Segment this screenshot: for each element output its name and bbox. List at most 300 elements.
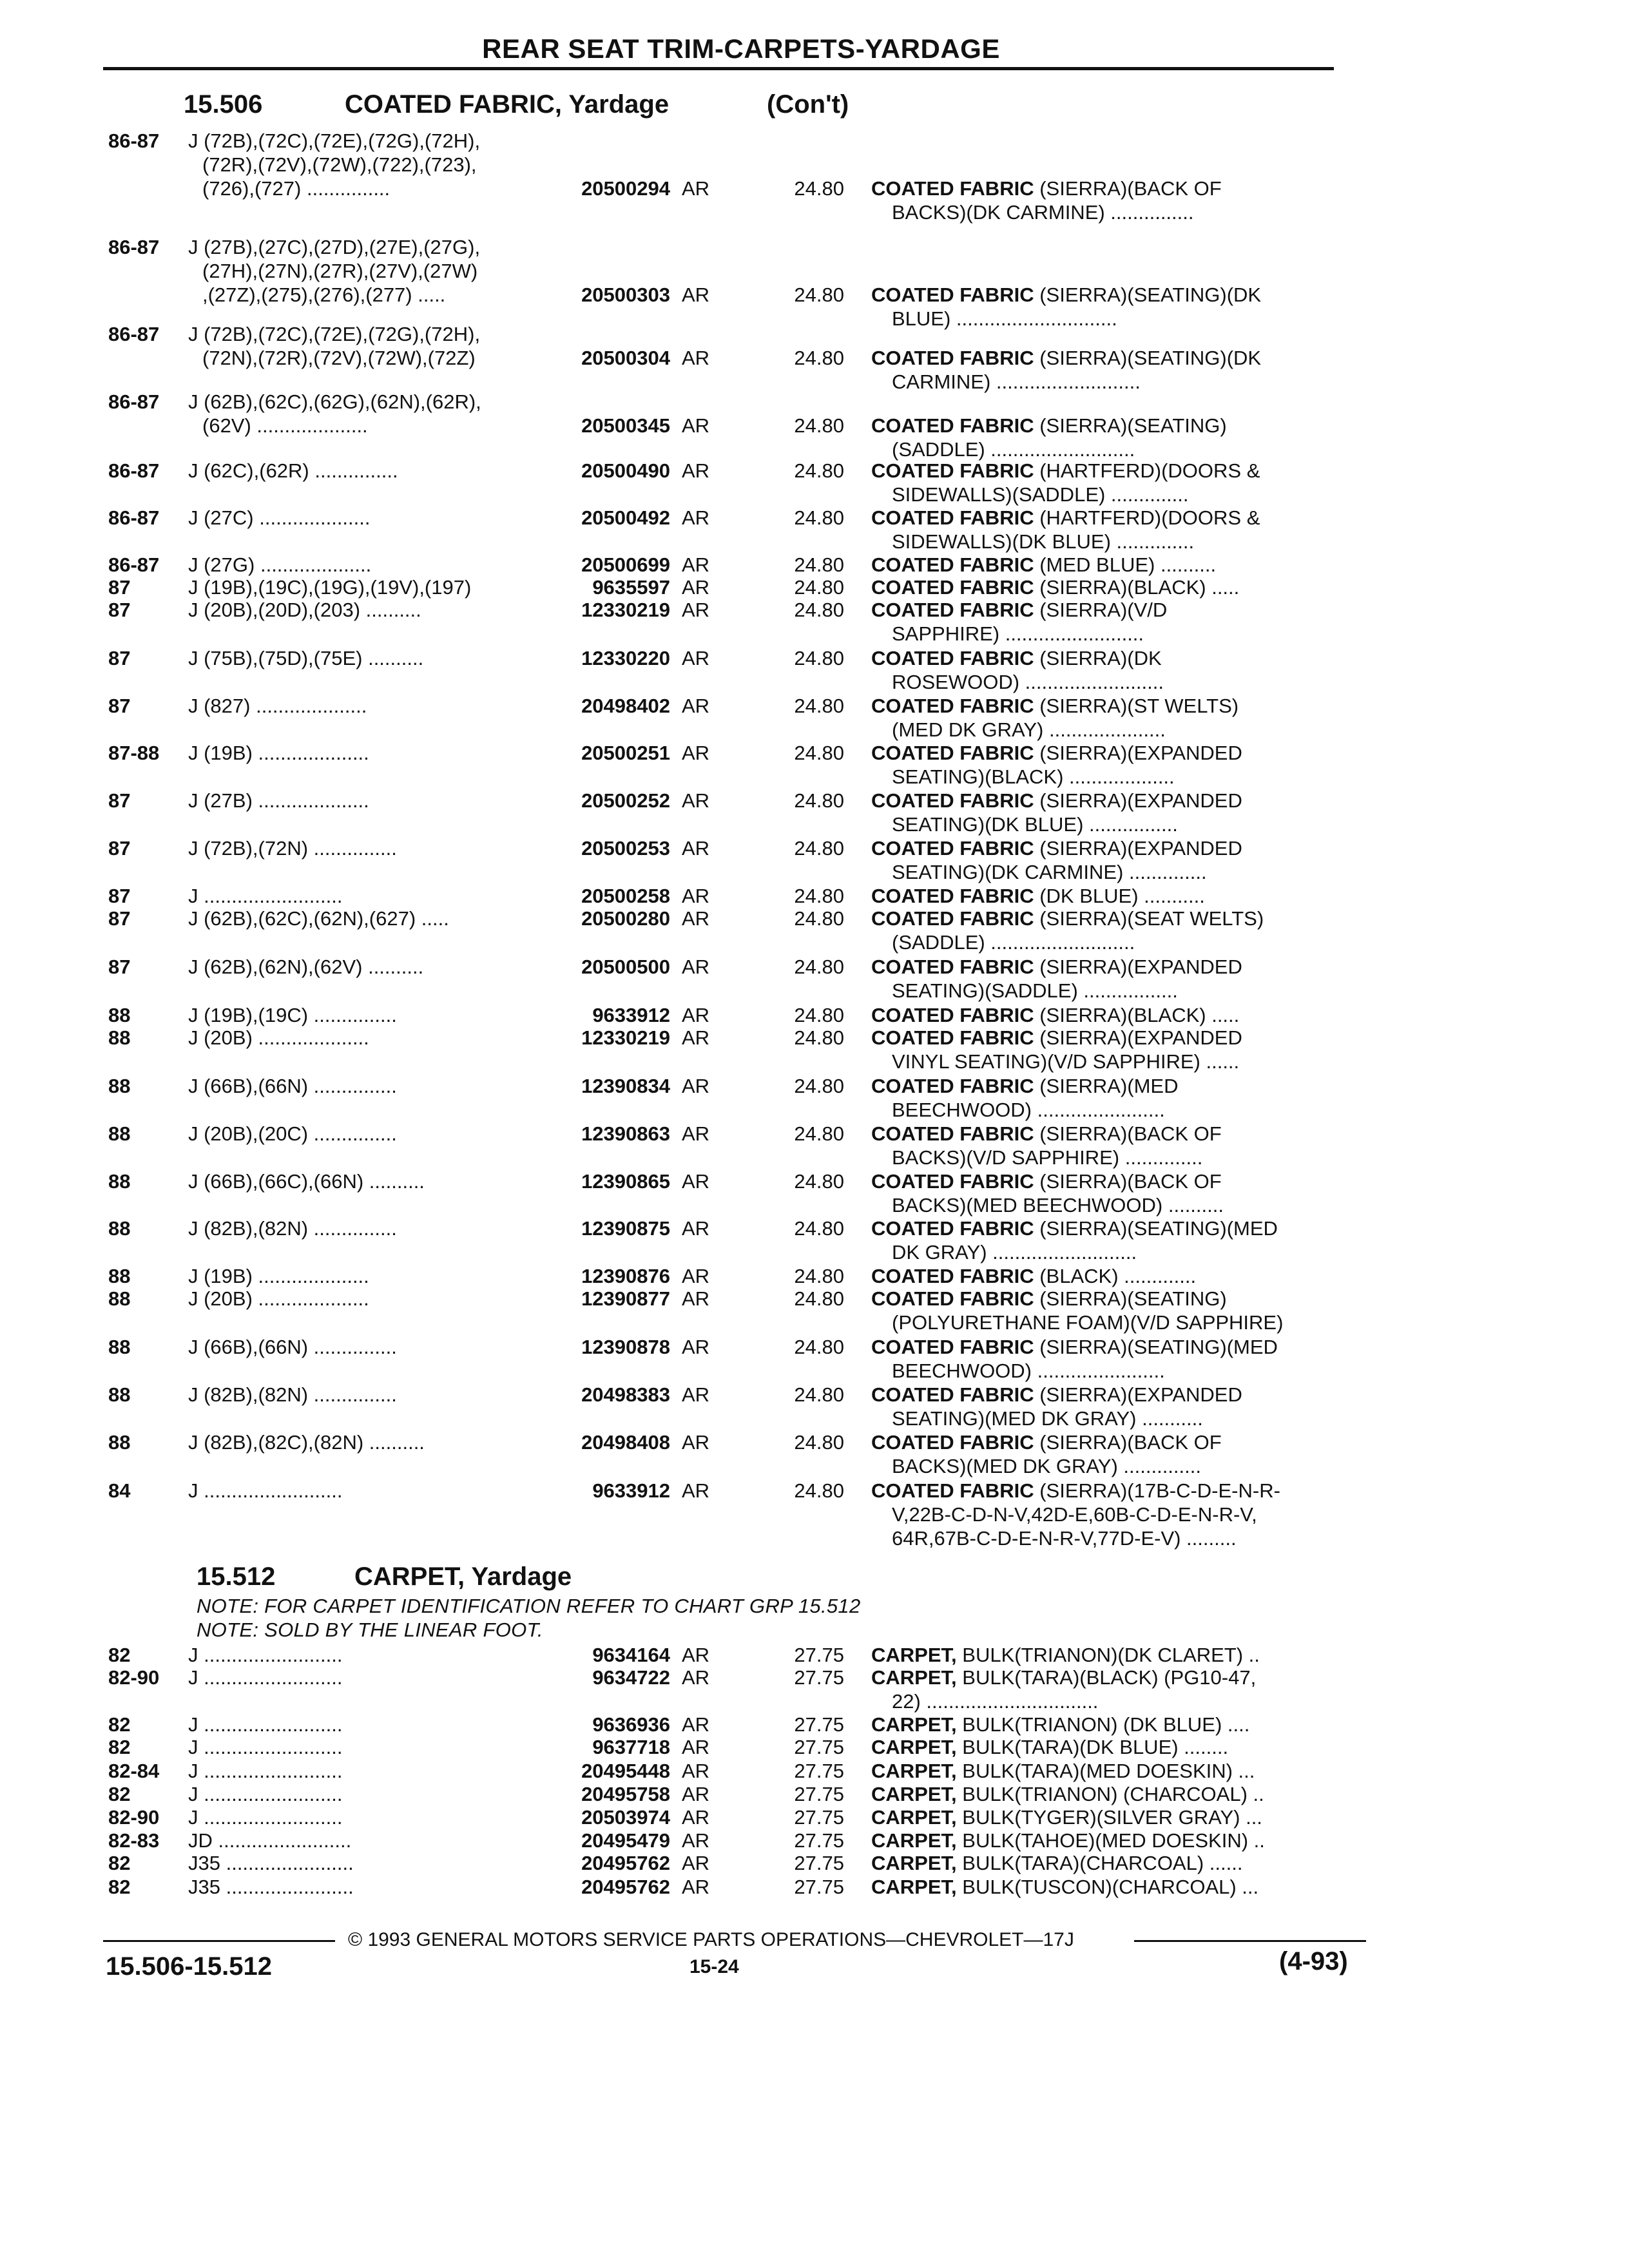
model-code-line: J (19B),(19C),(19G),(19V),(197) <box>188 576 472 599</box>
part-number: 12390876 <box>581 1265 670 1287</box>
description-line <box>871 1851 1348 1875</box>
model-year: 88 <box>108 1383 131 1406</box>
description-line <box>871 483 1348 506</box>
description-line <box>871 907 1348 930</box>
model-codes <box>188 1383 397 1407</box>
description-text: (SIERRA)(17B-C-D-E-N-R- <box>1039 1479 1280 1502</box>
parts-row <box>0 1074 1629 1122</box>
description-name: COATED FABRIC <box>871 647 1034 669</box>
unit-price: 24.80 <box>794 1431 844 1454</box>
description-text: SEATING)(MED DK GRAY) ........... <box>892 1407 1203 1430</box>
part-description <box>871 1335 1348 1383</box>
unit-of-measure: AR <box>682 1713 710 1736</box>
description-text: BULK(TARA)(MED DOESKIN) ... <box>962 1760 1255 1782</box>
model-year: 82 <box>108 1736 131 1758</box>
part-number: 20500303 <box>581 284 670 306</box>
description-text: BEECHWOOD) ....................... <box>892 1099 1165 1121</box>
unit-of-measure: AR <box>682 1760 710 1782</box>
description-text: BULK(TRIANON)(DK CLARET) .. <box>962 1644 1260 1666</box>
model-code-line: J ......................... <box>188 1806 343 1829</box>
part-description <box>871 1782 1348 1806</box>
description-text: BULK(TARA)(CHARCOAL) ...... <box>962 1852 1243 1874</box>
model-codes <box>188 235 480 307</box>
parts-row <box>0 390 1629 461</box>
description-name: COATED FABRIC <box>871 284 1034 306</box>
description-line <box>871 884 1348 908</box>
unit-price: 24.80 <box>794 1026 844 1049</box>
parts-row <box>0 1643 1629 1667</box>
model-code-line: (72R),(72V),(72W),(722),(723), <box>202 153 477 176</box>
model-year: 87 <box>108 837 131 860</box>
part-number: 20500345 <box>581 414 670 437</box>
model-code-line: J ......................... <box>188 1783 343 1805</box>
section-title: CARPET, Yardage <box>354 1562 572 1591</box>
unit-price: 24.80 <box>794 1287 844 1310</box>
description-name: COATED FABRIC <box>871 742 1034 764</box>
model-year: 86-87 <box>108 390 160 413</box>
unit-of-measure: AR <box>682 1852 710 1874</box>
header-rule <box>103 67 1334 70</box>
description-name: CARPET, <box>871 1876 957 1898</box>
unit-of-measure: AR <box>682 695 710 717</box>
unit-price: 24.80 <box>794 553 844 576</box>
unit-price: 24.80 <box>794 506 844 529</box>
description-line <box>871 1359 1348 1383</box>
parts-row <box>0 1122 1629 1169</box>
description-text: BULK(TARA)(DK BLUE) ........ <box>962 1736 1229 1758</box>
description-text: (SADDLE) .......................... <box>892 438 1135 461</box>
model-code-line: J (20B),(20C) ............... <box>188 1122 397 1145</box>
description-name: COATED FABRIC <box>871 1075 1034 1097</box>
parts-row <box>0 884 1629 908</box>
unit-of-measure: AR <box>682 347 710 369</box>
model-codes <box>188 1713 342 1736</box>
parts-row <box>0 1875 1629 1899</box>
part-description <box>871 1479 1348 1550</box>
part-description <box>871 884 1348 908</box>
description-name: COATED FABRIC <box>871 695 1034 717</box>
model-code-line: J (72B),(72C),(72E),(72G),(72H), <box>188 323 481 345</box>
description-line <box>871 718 1348 742</box>
unit-price: 24.80 <box>794 742 844 764</box>
model-codes <box>188 1003 397 1027</box>
parts-row <box>0 1430 1629 1478</box>
description-text: SIDEWALLS)(DK BLUE) .............. <box>892 530 1195 553</box>
model-codes <box>188 1026 369 1050</box>
parts-row <box>0 1264 1629 1288</box>
parts-row <box>0 598 1629 646</box>
model-year: 86-87 <box>108 459 160 482</box>
unit-price: 24.80 <box>794 647 844 669</box>
model-codes <box>188 1479 342 1503</box>
part-number: 9634722 <box>592 1666 670 1689</box>
description-line <box>871 1193 1348 1217</box>
description-text: (MED DK GRAY) ..................... <box>892 718 1166 741</box>
unit-price: 24.80 <box>794 284 844 306</box>
description-line <box>871 200 1348 224</box>
part-number: 20498402 <box>581 695 670 717</box>
unit-price: 24.80 <box>794 1217 844 1240</box>
description-line <box>871 283 1348 307</box>
description-name: COATED FABRIC <box>871 599 1034 621</box>
part-number: 12390863 <box>581 1122 670 1145</box>
unit-price: 24.80 <box>794 1383 844 1406</box>
part-number: 9635597 <box>592 576 670 599</box>
model-code-line: J (19B),(19C) ............... <box>188 1004 397 1026</box>
model-code-line: J35 ....................... <box>188 1852 354 1874</box>
part-description <box>871 459 1348 506</box>
description-text: BULK(TRIANON) (DK BLUE) .... <box>962 1713 1250 1736</box>
model-year: 88 <box>108 1265 131 1287</box>
description-line <box>871 1311 1348 1334</box>
part-number: 20500699 <box>581 553 670 576</box>
description-line <box>871 1264 1348 1288</box>
description-name: CARPET, <box>871 1806 957 1829</box>
model-code-line: J (27G) .................... <box>188 553 372 576</box>
description-text: (SIERRA)(BLACK) ..... <box>1039 1004 1240 1026</box>
model-year: 86-87 <box>108 506 160 529</box>
description-name: CARPET, <box>871 1829 957 1852</box>
part-description <box>871 1430 1348 1478</box>
model-year: 82 <box>108 1852 131 1874</box>
description-text: (SIERRA)(EXPANDED <box>1039 837 1242 860</box>
model-codes <box>188 1851 354 1875</box>
unit-of-measure: AR <box>682 837 710 860</box>
description-line <box>871 622 1348 646</box>
part-number: 20500253 <box>581 837 670 860</box>
description-text: (SIERRA)(ST WELTS) <box>1039 695 1239 717</box>
description-line <box>871 836 1348 860</box>
description-line <box>871 1050 1348 1073</box>
model-year: 87 <box>108 576 131 599</box>
unit-of-measure: AR <box>682 1026 710 1049</box>
unit-price: 24.80 <box>794 1004 844 1026</box>
description-text: (SIERRA)(BLACK) ..... <box>1039 576 1240 599</box>
description-text: BACKS)(DK CARMINE) ............... <box>892 201 1194 224</box>
part-number: 9633912 <box>592 1004 670 1026</box>
part-description <box>871 1003 1348 1027</box>
unit-of-measure: AR <box>682 956 710 978</box>
part-number: 20500280 <box>581 907 670 930</box>
model-codes <box>188 322 480 370</box>
description-name: COATED FABRIC <box>871 1170 1034 1193</box>
unit-price: 24.80 <box>794 177 844 200</box>
unit-of-measure: AR <box>682 1265 710 1287</box>
model-year: 82 <box>108 1783 131 1805</box>
description-name: COATED FABRIC <box>871 885 1034 907</box>
part-description <box>871 741 1348 789</box>
description-line <box>871 1503 1348 1526</box>
unit-of-measure: AR <box>682 414 710 437</box>
unit-price: 24.80 <box>794 1122 844 1145</box>
model-code-line: J (82B),(82C),(82N) .......... <box>188 1431 425 1454</box>
parts-row <box>0 322 1629 393</box>
description-text: (SIERRA)(EXPANDED <box>1039 1383 1242 1406</box>
model-code-line: J (66B),(66N) ............... <box>188 1075 397 1097</box>
unit-of-measure: AR <box>682 576 710 599</box>
model-codes <box>188 506 371 530</box>
description-line <box>871 1287 1348 1311</box>
description-name: CARPET, <box>871 1713 957 1736</box>
description-line <box>871 1407 1348 1430</box>
part-description <box>871 1264 1348 1288</box>
model-code-line: J (27C) .................... <box>188 506 371 529</box>
description-text: (DK BLUE) ........... <box>1039 885 1205 907</box>
parts-row <box>0 1026 1629 1073</box>
section-number: 15.512 <box>197 1562 276 1591</box>
description-name: COATED FABRIC <box>871 459 1034 482</box>
description-line <box>871 1454 1348 1478</box>
footer-rule-right <box>1134 1940 1366 1942</box>
unit-of-measure: AR <box>682 1876 710 1898</box>
description-line <box>871 1098 1348 1122</box>
model-codes <box>188 907 449 930</box>
description-name: COATED FABRIC <box>871 1122 1034 1145</box>
description-text: (SIERRA)(BACK OF <box>1039 1122 1222 1145</box>
model-year: 87 <box>108 885 131 907</box>
description-text: (SIERRA)(SEATING)(MED <box>1039 1336 1278 1358</box>
model-codes <box>188 836 397 860</box>
description-name: COATED FABRIC <box>871 1026 1034 1049</box>
parts-row <box>0 129 1629 224</box>
unit-of-measure: AR <box>682 1383 710 1406</box>
description-line <box>871 1735 1348 1759</box>
model-codes <box>188 1643 342 1667</box>
description-text: (SIERRA)(SEATING) <box>1039 1287 1227 1310</box>
unit-price: 27.75 <box>794 1713 844 1736</box>
model-codes <box>188 459 398 483</box>
description-text: (SIERRA)(EXPANDED <box>1039 956 1242 978</box>
description-line <box>871 437 1348 461</box>
part-number: 12330219 <box>581 1026 670 1049</box>
description-text: SEATING)(BLACK) ................... <box>892 765 1175 788</box>
description-line <box>871 1782 1348 1806</box>
parts-row <box>0 789 1629 836</box>
description-line <box>871 1829 1348 1852</box>
description-line <box>871 789 1348 812</box>
model-year: 87 <box>108 789 131 812</box>
unit-of-measure: AR <box>682 1479 710 1502</box>
model-code-line: J (19B) .................... <box>188 742 369 764</box>
parts-row <box>0 836 1629 884</box>
description-text: (SIERRA)(SEATING)(DK <box>1039 284 1262 306</box>
description-text: BACKS)(MED BEECHWOOD) .......... <box>892 1194 1224 1216</box>
part-number: 20495479 <box>581 1829 670 1852</box>
description-line <box>871 1713 1348 1736</box>
part-number: 12390834 <box>581 1075 670 1097</box>
description-line <box>871 979 1348 1003</box>
description-line <box>871 1146 1348 1169</box>
unit-price: 27.75 <box>794 1829 844 1852</box>
description-line <box>871 1689 1348 1713</box>
description-line <box>871 1875 1348 1899</box>
description-text: BULK(TRIANON) (CHARCOAL) .. <box>962 1783 1264 1805</box>
unit-of-measure: AR <box>682 1736 710 1758</box>
parts-row <box>0 1713 1629 1736</box>
unit-price: 27.75 <box>794 1806 844 1829</box>
carpet-note: NOTE: SOLD BY THE LINEAR FOOT. <box>197 1619 543 1641</box>
unit-price: 24.80 <box>794 1336 844 1358</box>
unit-of-measure: AR <box>682 177 710 200</box>
model-year: 88 <box>108 1431 131 1454</box>
model-codes <box>188 1759 342 1783</box>
description-text: (HARTFERD)(DOORS & <box>1039 506 1260 529</box>
description-text: SEATING)(DK CARMINE) .............. <box>892 861 1207 883</box>
description-line <box>871 1169 1348 1193</box>
model-codes <box>188 1782 342 1806</box>
part-description <box>871 1643 1348 1667</box>
parts-row <box>0 1003 1629 1027</box>
model-codes <box>188 1829 351 1852</box>
part-description <box>871 575 1348 599</box>
unit-price: 27.75 <box>794 1876 844 1898</box>
section-continued: (Con't) <box>767 90 849 119</box>
parts-row <box>0 955 1629 1003</box>
model-year: 82-83 <box>108 1829 160 1852</box>
part-number: 20500258 <box>581 885 670 907</box>
description-text: V,22B-C-D-N-V,42D-E,60B-C-D-E-N-R-V, <box>892 1503 1257 1526</box>
description-text: BULK(TARA)(BLACK) (PG10-47, <box>962 1666 1257 1689</box>
part-description <box>871 346 1348 394</box>
model-codes <box>188 575 471 599</box>
model-code-line: J ......................... <box>188 885 343 907</box>
unit-of-measure: AR <box>682 1170 710 1193</box>
section-title: COATED FABRIC, Yardage <box>345 90 670 119</box>
model-year: 88 <box>108 1170 131 1193</box>
model-codes <box>188 1875 354 1899</box>
model-codes <box>188 390 481 437</box>
parts-row <box>0 1805 1629 1829</box>
part-number: 12390878 <box>581 1336 670 1358</box>
part-description <box>871 1759 1348 1783</box>
copyright-notice: © 1993 GENERAL MOTORS SERVICE PARTS OPERATIONS—CHEVROLET—17J <box>348 1929 1074 1950</box>
part-number: 12390865 <box>581 1170 670 1193</box>
model-code-line: J ......................... <box>188 1736 343 1758</box>
description-text: BULK(TAHOE)(MED DOESKIN) .. <box>962 1829 1265 1852</box>
part-number: 20495758 <box>581 1783 670 1805</box>
unit-of-measure: AR <box>682 1075 710 1097</box>
description-text: (SIERRA)(EXPANDED <box>1039 1026 1242 1049</box>
part-number: 20498383 <box>581 1383 670 1406</box>
description-text: SAPPHIRE) ......................... <box>892 622 1144 645</box>
parts-row <box>0 907 1629 954</box>
description-line <box>871 1526 1348 1550</box>
description-line <box>871 741 1348 765</box>
model-year: 86-87 <box>108 553 160 576</box>
model-year: 88 <box>108 1026 131 1049</box>
unit-of-measure: AR <box>682 742 710 764</box>
unit-price: 27.75 <box>794 1852 844 1874</box>
model-code-line: (726),(727) ............... <box>202 177 390 200</box>
part-description <box>871 1735 1348 1759</box>
part-description <box>871 414 1348 461</box>
description-line <box>871 860 1348 884</box>
description-name: COATED FABRIC <box>871 1287 1034 1310</box>
part-description <box>871 506 1348 553</box>
part-number: 9636936 <box>592 1713 670 1736</box>
description-line <box>871 1759 1348 1783</box>
model-code-line: J ......................... <box>188 1760 343 1782</box>
description-name: CARPET, <box>871 1666 957 1689</box>
model-codes <box>188 1805 342 1829</box>
part-description <box>871 907 1348 954</box>
description-line <box>871 1430 1348 1454</box>
unit-price: 24.80 <box>794 907 844 930</box>
description-line <box>871 1805 1348 1829</box>
parts-row <box>0 741 1629 789</box>
model-year: 88 <box>108 1004 131 1026</box>
description-name: CARPET, <box>871 1852 957 1874</box>
part-number: 20500252 <box>581 789 670 812</box>
model-year: 84 <box>108 1479 131 1502</box>
description-text: BULK(TYGER)(SILVER GRAY) ... <box>962 1806 1262 1829</box>
description-name: CARPET, <box>871 1783 957 1805</box>
model-code-line: (62V) .................... <box>202 414 368 437</box>
description-name: COATED FABRIC <box>871 837 1034 860</box>
model-year: 87 <box>108 599 131 621</box>
model-codes <box>188 1122 397 1146</box>
description-name: COATED FABRIC <box>871 956 1034 978</box>
description-line <box>871 530 1348 553</box>
model-year: 82 <box>108 1713 131 1736</box>
description-name: COATED FABRIC <box>871 1383 1034 1406</box>
description-line <box>871 1074 1348 1098</box>
unit-price: 27.75 <box>794 1783 844 1805</box>
description-line <box>871 575 1348 599</box>
model-code-line: J (62B),(62C),(62N),(627) ..... <box>188 907 449 930</box>
model-code-line: J (72B),(72C),(72E),(72G),(72H), <box>188 130 481 152</box>
description-text: CARMINE) .......................... <box>892 370 1141 393</box>
part-description <box>871 1805 1348 1829</box>
unit-price: 27.75 <box>794 1666 844 1689</box>
unit-of-measure: AR <box>682 907 710 930</box>
model-year: 88 <box>108 1075 131 1097</box>
part-number: 20500294 <box>581 177 670 200</box>
part-number: 20503974 <box>581 1806 670 1829</box>
model-code-line: J35 ....................... <box>188 1876 354 1898</box>
model-codes <box>188 1216 397 1240</box>
description-name: CARPET, <box>871 1736 957 1758</box>
part-number: 12390875 <box>581 1217 670 1240</box>
part-description <box>871 1216 1348 1264</box>
description-name: CARPET, <box>871 1644 957 1666</box>
description-line <box>871 1335 1348 1359</box>
description-line <box>871 414 1348 437</box>
unit-price: 24.80 <box>794 347 844 369</box>
part-number: 12330219 <box>581 599 670 621</box>
model-codes <box>188 1287 369 1311</box>
model-year: 87 <box>108 695 131 717</box>
model-code-line: J (62B),(62C),(62G),(62N),(62R), <box>188 390 481 413</box>
description-line <box>871 1643 1348 1667</box>
unit-price: 24.80 <box>794 576 844 599</box>
description-line <box>871 506 1348 530</box>
description-text: (SIERRA)(BACK OF <box>1039 1431 1222 1454</box>
unit-price: 24.80 <box>794 599 844 621</box>
part-number: 20495762 <box>581 1852 670 1874</box>
model-year: 82 <box>108 1876 131 1898</box>
parts-row <box>0 459 1629 506</box>
model-year: 82-90 <box>108 1666 160 1689</box>
description-line <box>871 1479 1348 1503</box>
parts-row <box>0 1829 1629 1852</box>
description-line <box>871 1666 1348 1689</box>
unit-price: 24.80 <box>794 695 844 717</box>
description-line <box>871 177 1348 200</box>
unit-of-measure: AR <box>682 789 710 812</box>
unit-price: 24.80 <box>794 789 844 812</box>
section-number: 15.506 <box>184 90 263 119</box>
